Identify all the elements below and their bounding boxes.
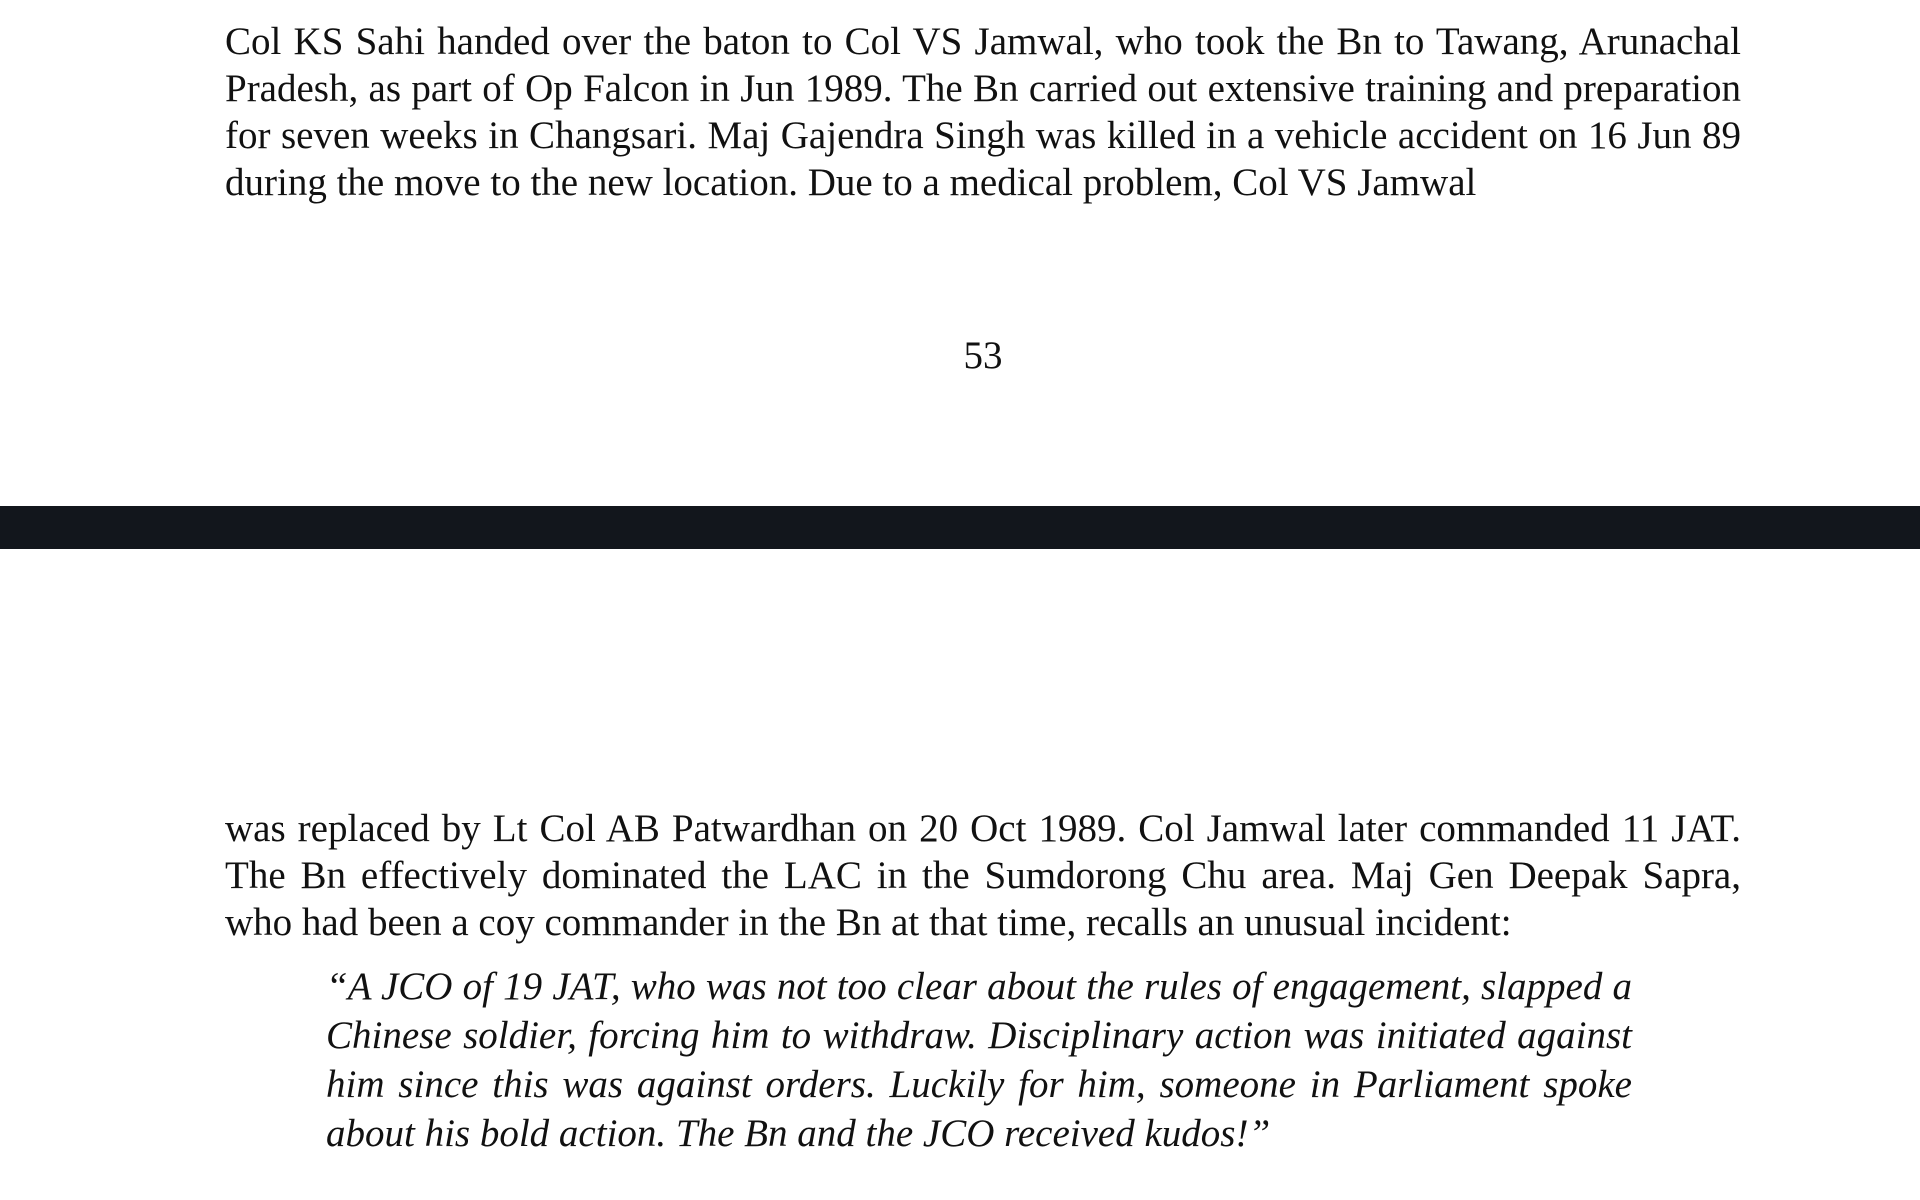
- page-number: 53: [963, 334, 1003, 377]
- body-paragraph-bottom: was replaced by Lt Col AB Patwardhan on 20 Oct 1989. Col Jamwal later commanded 11 JAT. The Bn effectively dominated the LAC in the Sumdorong Chu area. Maj Gen Deepak Sapra, who had been a coy commander in the Bn at that time, recalls an unusual incident:: [225, 807, 1741, 944]
- block-quote: “A JCO of 19 JAT, who was not too clear about the rules of engagement, slapped a Chinese soldier, forcing him to withdraw. Disciplinary action was initiated against him since this was against orders. Luckily for him, someone in Parliament spoke about his bold action. The Bn and the JCO received kudos!”: [326, 965, 1632, 1155]
- body-paragraph-top: Col KS Sahi handed over the baton to Col VS Jamwal, who took the Bn to Tawang, Arunachal Pradesh, as part of Op Falcon in Jun 1989. The Bn carried out extensive training and preparation for seven weeks in Changsari. Maj Gajendra Singh was killed in a vehicle accident on 16 Jun 89 during the move to the new location. Due to a medical problem, Col VS Jamwal: [225, 20, 1741, 204]
- page-bottom: [0, 549, 1920, 1200]
- page-top: [0, 0, 1920, 506]
- page-separator: [0, 506, 1920, 549]
